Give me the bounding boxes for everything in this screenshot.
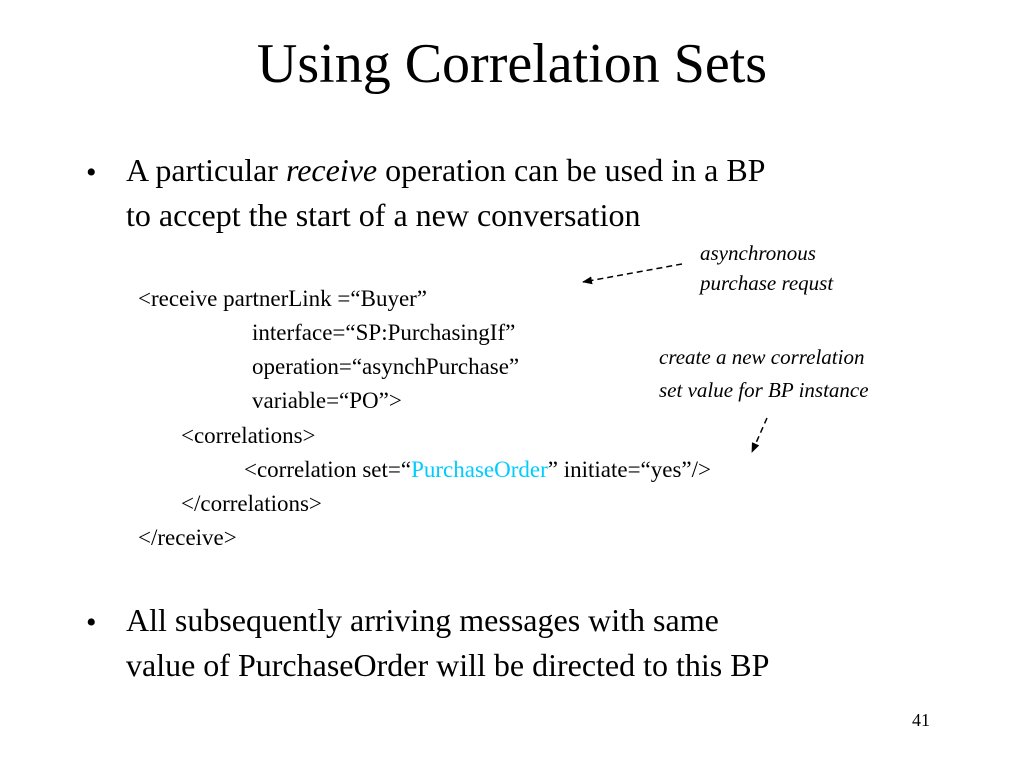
code-line-receive-open: <receive partnerLink =“Buyer” (138, 286, 428, 311)
bullet1-text-post: operation can be used in a BP (377, 152, 766, 188)
code-line-correlations-open: <correlations> (181, 423, 316, 448)
bullet-dot: • (86, 156, 97, 189)
annotation-correlation-line2: set value for BP instance (659, 378, 869, 402)
bullet1-text-pre: A particular (126, 152, 286, 188)
code-line-correlations-close: </correlations> (181, 491, 322, 516)
slide-number: 41 (912, 710, 930, 730)
arrow-to-correlation (752, 418, 767, 452)
annotation-async-line1: asynchronous (700, 241, 816, 265)
code-highlight-purchaseorder: PurchaseOrder (411, 457, 548, 482)
bullet1-line2: to accept the start of a new conversation (126, 197, 641, 233)
code-line-variable: variable=“PO”> (252, 388, 402, 413)
code-line-receive-close: </receive> (138, 525, 237, 550)
annotation-async-line2: purchase requst (700, 271, 834, 295)
slide-title: Using Correlation Sets (256, 33, 768, 95)
annotation-correlation-line1: create a new correlation (659, 345, 865, 369)
bullet1-emphasis: receive (285, 152, 378, 188)
code-text-pre: <correlation set=“ (244, 457, 412, 482)
bullet2-line2: value of PurchaseOrder will be directed to this BP (126, 647, 770, 683)
bullet2-line1: All subsequently arriving messages with same (126, 602, 719, 638)
bullet-dot: • (86, 606, 97, 639)
code-line-operation: operation=“asynchPurchase” (252, 354, 520, 379)
arrow-to-receive (583, 264, 682, 282)
code-line-interface: interface=“SP:PurchasingIf” (252, 320, 516, 345)
code-text-post: ” initiate=“yes”/> (547, 457, 711, 482)
